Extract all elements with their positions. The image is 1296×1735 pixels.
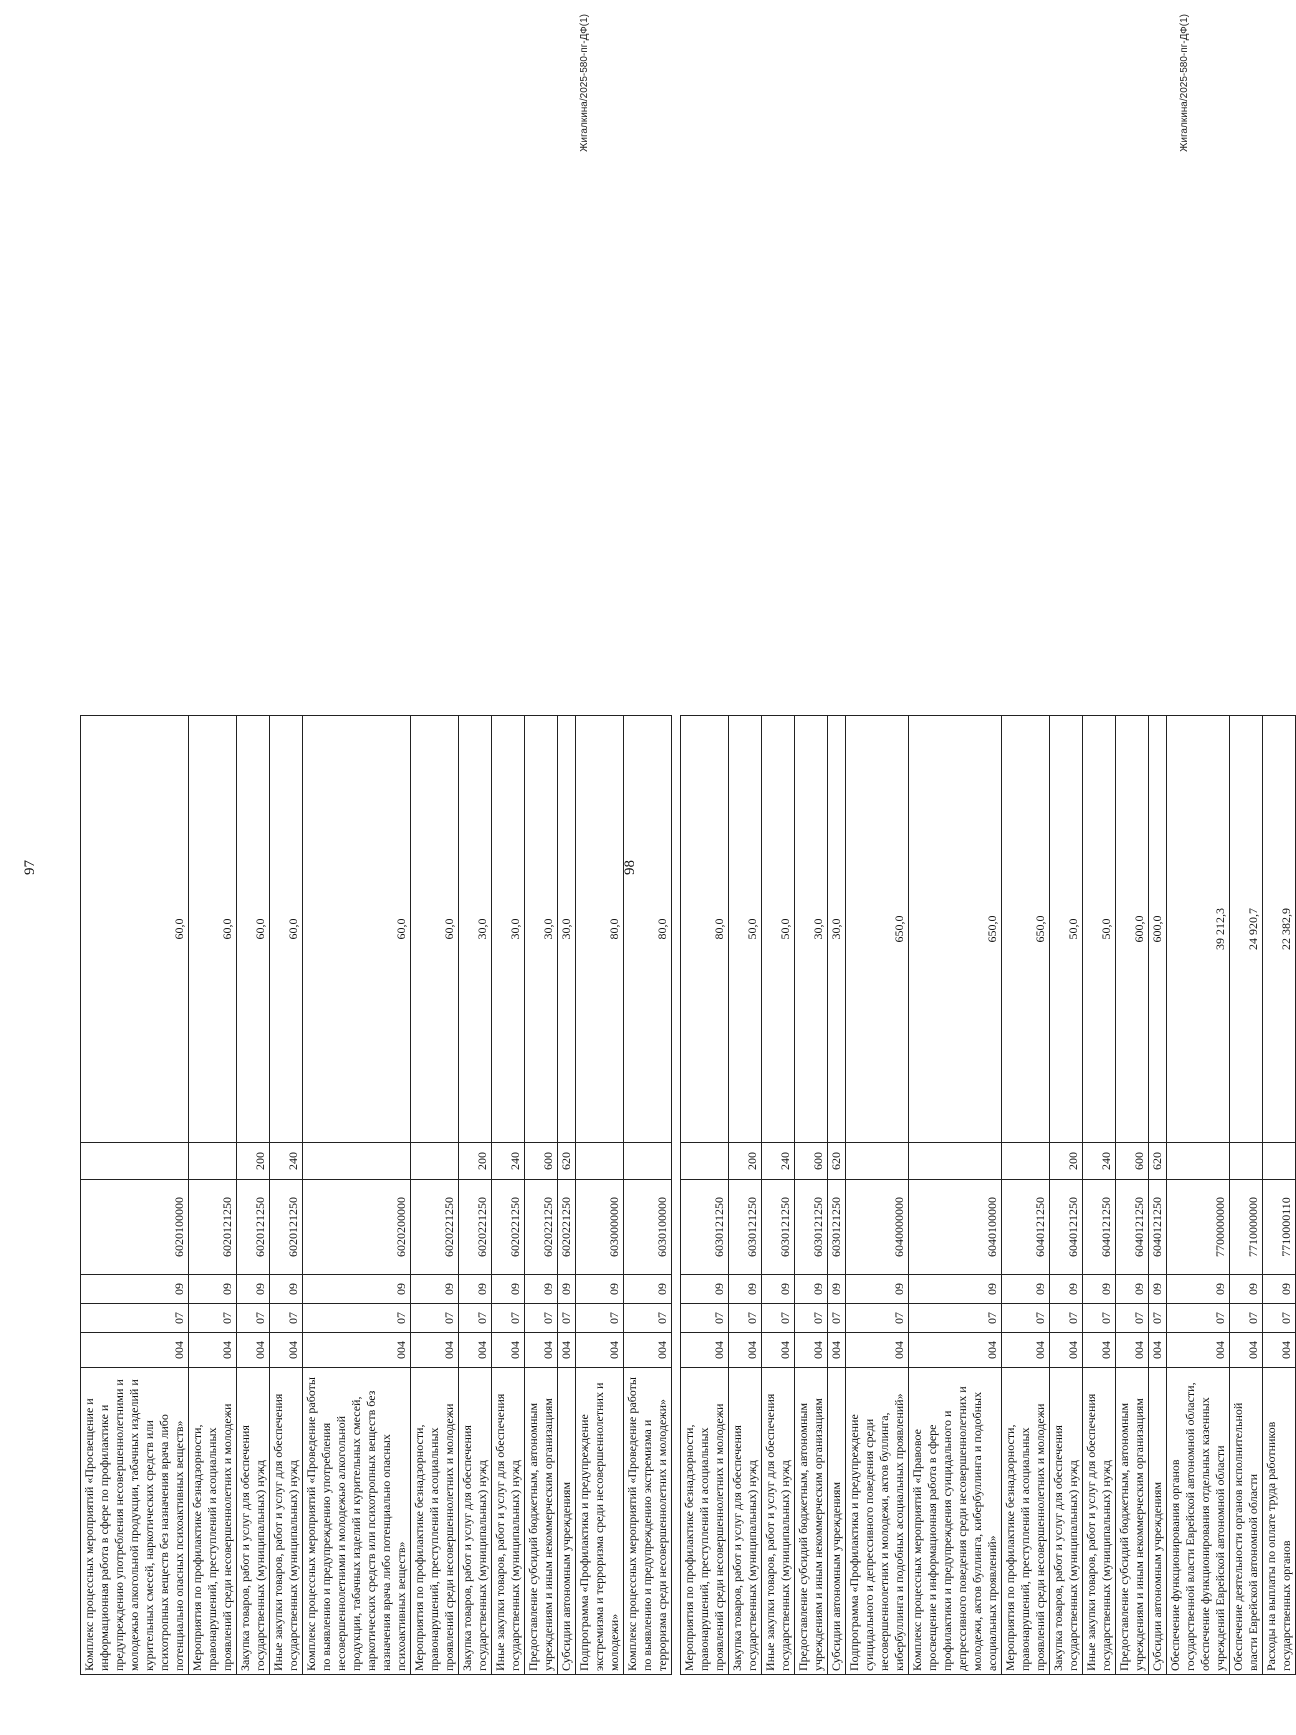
expense-type-cell bbox=[303, 1143, 411, 1180]
ministry-code-cell: 004 bbox=[459, 1333, 492, 1368]
target-article-cell: 6020200000 bbox=[303, 1180, 411, 1275]
amount-cell: 650,0 bbox=[909, 716, 1002, 1143]
amount-cell: 650,0 bbox=[1002, 716, 1050, 1143]
target-article-cell: 6030121250 bbox=[762, 1180, 795, 1275]
expense-type-cell: 620 bbox=[828, 1143, 846, 1180]
target-article-cell: 6020221250 bbox=[525, 1180, 558, 1275]
row-name-cell: Закупка товаров, работ и услуг для обеспечения государственных (муниципальных) нужд bbox=[1050, 1368, 1083, 1675]
table-row bbox=[270, 716, 303, 1675]
subsection-code-cell: 09 bbox=[1002, 1275, 1050, 1304]
table-row bbox=[1050, 716, 1083, 1675]
amount-cell: 50,0 bbox=[762, 716, 795, 1143]
section-code-cell: 07 bbox=[1083, 1304, 1116, 1333]
expense-type-cell bbox=[189, 1143, 237, 1180]
table-row bbox=[492, 716, 525, 1675]
subsection-code-cell: 09 bbox=[492, 1275, 525, 1304]
target-article-cell: 6020100000 bbox=[81, 1180, 189, 1275]
row-name-cell: Закупка товаров, работ и услуг для обеспечения государственных (муниципальных) нужд bbox=[459, 1368, 492, 1675]
section-code-cell: 07 bbox=[558, 1304, 576, 1333]
page-number: 98 bbox=[622, 860, 638, 875]
target-article-cell: 6020221250 bbox=[558, 1180, 576, 1275]
ministry-code-cell: 004 bbox=[846, 1333, 909, 1368]
expense-type-cell: 240 bbox=[492, 1143, 525, 1180]
target-article-cell: 6020221250 bbox=[459, 1180, 492, 1275]
section-code-cell: 07 bbox=[81, 1304, 189, 1333]
amount-cell: 30,0 bbox=[459, 716, 492, 1143]
subsection-code-cell: 09 bbox=[1167, 1275, 1230, 1304]
section-code-cell: 07 bbox=[411, 1304, 459, 1333]
table-row bbox=[846, 716, 909, 1675]
section-code-cell: 07 bbox=[1116, 1304, 1149, 1333]
section-code-cell: 07 bbox=[1167, 1304, 1230, 1333]
amount-cell: 80,0 bbox=[681, 716, 729, 1143]
amount-cell: 60,0 bbox=[81, 716, 189, 1143]
subsection-code-cell: 09 bbox=[525, 1275, 558, 1304]
target-article-cell: 6040100000 bbox=[909, 1180, 1002, 1275]
target-article-cell: 6020121250 bbox=[270, 1180, 303, 1275]
amount-cell: 60,0 bbox=[189, 716, 237, 1143]
ministry-code-cell: 004 bbox=[828, 1333, 846, 1368]
ministry-code-cell: 004 bbox=[492, 1333, 525, 1368]
expense-type-cell: 600 bbox=[525, 1143, 558, 1180]
table-row bbox=[459, 716, 492, 1675]
table-row bbox=[1230, 716, 1263, 1675]
section-code-cell: 07 bbox=[1149, 1304, 1167, 1333]
subsection-code-cell: 09 bbox=[681, 1275, 729, 1304]
row-name-cell: Иные закупки товаров, работ и услуг для обеспечения государственных (муниципальных) нужд bbox=[492, 1368, 525, 1675]
section-code-cell: 07 bbox=[846, 1304, 909, 1333]
table-row bbox=[525, 716, 558, 1675]
target-article-cell: 7700000000 bbox=[1167, 1180, 1230, 1275]
amount-cell: 60,0 bbox=[237, 716, 270, 1143]
row-name-cell: Мероприятия по профилактике безнадзорности, правонарушений, преступлений и асоциальных проявлений среди несовершеннолетних и молодежи bbox=[681, 1368, 729, 1675]
table-row bbox=[303, 716, 411, 1675]
expense-type-cell: 620 bbox=[558, 1143, 576, 1180]
ministry-code-cell: 004 bbox=[762, 1333, 795, 1368]
table-row bbox=[1116, 716, 1149, 1675]
subsection-code-cell: 09 bbox=[270, 1275, 303, 1304]
row-name-cell: Иные закупки товаров, работ и услуг для обеспечения государственных (муниципальных) нужд bbox=[270, 1368, 303, 1675]
amount-cell: 22 382,9 bbox=[1263, 716, 1296, 1143]
amount-cell: 600,0 bbox=[1149, 716, 1167, 1143]
row-name-cell: Подпрограмма «Профилактика и предупреждение суицидального и депрессивного поведения среди несовершеннолетних и молодежи, актов буллинга, кибербуллинга и подобных асоциальных проявлений» bbox=[846, 1368, 909, 1675]
expense-type-cell bbox=[846, 1143, 909, 1180]
table-row bbox=[1149, 716, 1167, 1675]
target-article-cell: 6040121250 bbox=[1149, 1180, 1167, 1275]
subsection-code-cell: 09 bbox=[237, 1275, 270, 1304]
subsection-code-cell: 09 bbox=[81, 1275, 189, 1304]
section-code-cell: 07 bbox=[795, 1304, 828, 1333]
section-code-cell: 07 bbox=[909, 1304, 1002, 1333]
amount-cell: 60,0 bbox=[411, 716, 459, 1143]
expense-type-cell bbox=[81, 1143, 189, 1180]
table-row bbox=[762, 716, 795, 1675]
target-article-cell: 6020121250 bbox=[237, 1180, 270, 1275]
row-name-cell: Мероприятия по профилактике безнадзорности, правонарушений, преступлений и асоциальных проявлений среди несовершеннолетних и молодежи bbox=[1002, 1368, 1050, 1675]
target-article-cell: 6030121250 bbox=[795, 1180, 828, 1275]
table-row bbox=[1083, 716, 1116, 1675]
row-name-cell: Субсидии автономным учреждениям bbox=[558, 1368, 576, 1675]
expense-type-cell bbox=[909, 1143, 1002, 1180]
section-code-cell: 07 bbox=[237, 1304, 270, 1333]
amount-cell: 60,0 bbox=[270, 716, 303, 1143]
section-code-cell: 07 bbox=[828, 1304, 846, 1333]
ministry-code-cell: 004 bbox=[795, 1333, 828, 1368]
document-page-98 bbox=[600, 0, 1293, 1735]
section-code-cell: 07 bbox=[1230, 1304, 1263, 1333]
ministry-code-cell: 004 bbox=[270, 1333, 303, 1368]
target-article-cell: 6040121250 bbox=[1116, 1180, 1149, 1275]
amount-cell: 60,0 bbox=[303, 716, 411, 1143]
table-row bbox=[1167, 716, 1230, 1675]
ministry-code-cell: 004 bbox=[624, 1333, 672, 1368]
subsection-code-cell: 09 bbox=[762, 1275, 795, 1304]
amount-cell: 50,0 bbox=[1050, 716, 1083, 1143]
subsection-code-cell: 09 bbox=[189, 1275, 237, 1304]
ministry-code-cell: 004 bbox=[189, 1333, 237, 1368]
amount-cell: 30,0 bbox=[795, 716, 828, 1143]
row-name-cell: Обеспечение функционирования органов государственной власти Еврейской автономной области, обеспечение функционирования отдельных казенных учреждений Еврейской автономной области bbox=[1167, 1368, 1230, 1675]
target-article-cell: 6020221250 bbox=[492, 1180, 525, 1275]
page-number: 97 bbox=[22, 860, 38, 875]
ministry-code-cell: 004 bbox=[81, 1333, 189, 1368]
target-article-cell: 6040121250 bbox=[1050, 1180, 1083, 1275]
page-footer: Жигалкина/2025-580-пг-ДФ(1) bbox=[1179, 14, 1190, 152]
row-name-cell: Предоставление субсидий бюджетным, автономным учреждениям и иным некоммерческим организациям bbox=[795, 1368, 828, 1675]
target-article-cell: 6020121250 bbox=[189, 1180, 237, 1275]
expense-type-cell: 200 bbox=[1050, 1143, 1083, 1180]
ministry-code-cell: 004 bbox=[1002, 1333, 1050, 1368]
expense-type-cell: 200 bbox=[459, 1143, 492, 1180]
section-code-cell: 07 bbox=[624, 1304, 672, 1333]
ministry-code-cell: 004 bbox=[729, 1333, 762, 1368]
expense-type-cell: 240 bbox=[762, 1143, 795, 1180]
subsection-code-cell: 09 bbox=[558, 1275, 576, 1304]
section-code-cell: 07 bbox=[525, 1304, 558, 1333]
subsection-code-cell: 09 bbox=[1116, 1275, 1149, 1304]
expense-type-cell bbox=[1167, 1143, 1230, 1180]
section-code-cell: 07 bbox=[492, 1304, 525, 1333]
amount-cell: 30,0 bbox=[828, 716, 846, 1143]
table-row bbox=[411, 716, 459, 1675]
ministry-code-cell: 004 bbox=[1230, 1333, 1263, 1368]
target-article-cell: 6030121250 bbox=[828, 1180, 846, 1275]
ministry-code-cell: 004 bbox=[303, 1333, 411, 1368]
ministry-code-cell: 004 bbox=[411, 1333, 459, 1368]
table-row bbox=[81, 716, 189, 1675]
budget-table bbox=[680, 715, 1296, 1675]
ministry-code-cell: 004 bbox=[909, 1333, 1002, 1368]
row-name-cell: Мероприятия по профилактике безнадзорности, правонарушений, преступлений и асоциальных проявлений среди несовершеннолетних и молодежи bbox=[189, 1368, 237, 1675]
section-code-cell: 07 bbox=[189, 1304, 237, 1333]
target-article-cell: 6030100000 bbox=[624, 1180, 672, 1275]
section-code-cell: 07 bbox=[576, 1304, 624, 1333]
ministry-code-cell: 004 bbox=[237, 1333, 270, 1368]
section-code-cell: 07 bbox=[762, 1304, 795, 1333]
subsection-code-cell: 09 bbox=[1230, 1275, 1263, 1304]
expense-type-cell: 620 bbox=[1149, 1143, 1167, 1180]
row-name-cell: Иные закупки товаров, работ и услуг для обеспечения государственных (муниципальных) нужд bbox=[1083, 1368, 1116, 1675]
row-name-cell: Комплекс процессных мероприятий «Правовое просвещение и информационная работа в сфере профилактики и предупреждения суицидального и депрессивного поведения среди несовершеннолетних и молодежи, актов буллинга, кибербуллинга и подобных асоциальных проявлений» bbox=[909, 1368, 1002, 1675]
row-name-cell: Расходы на выплаты по оплате труда работников государственных органов bbox=[1263, 1368, 1296, 1675]
subsection-code-cell: 09 bbox=[1083, 1275, 1116, 1304]
expense-type-cell bbox=[1230, 1143, 1263, 1180]
target-article-cell: 6040121250 bbox=[1002, 1180, 1050, 1275]
row-name-cell: Иные закупки товаров, работ и услуг для обеспечения государственных (муниципальных) нужд bbox=[762, 1368, 795, 1675]
target-article-cell: 7710000000 bbox=[1230, 1180, 1263, 1275]
table-row bbox=[795, 716, 828, 1675]
section-code-cell: 07 bbox=[681, 1304, 729, 1333]
subsection-code-cell: 09 bbox=[576, 1275, 624, 1304]
amount-cell: 30,0 bbox=[492, 716, 525, 1143]
row-name-cell: Комплекс процессных мероприятий «Проведение работы по выявлению и предупреждению употребления несовершеннолетними и молодежью алкогольной продукции, табачных изделий и курительных смесей, наркотических средств или психотропных веществ без назначения врача либо потенциально опасных психоактивных веществ» bbox=[303, 1368, 411, 1675]
amount-cell: 50,0 bbox=[729, 716, 762, 1143]
amount-cell: 30,0 bbox=[525, 716, 558, 1143]
row-name-cell: Мероприятия по профилактике безнадзорности, правонарушений, преступлений и асоциальных проявлений среди несовершеннолетних и молодежи bbox=[411, 1368, 459, 1675]
table-row bbox=[237, 716, 270, 1675]
subsection-code-cell: 09 bbox=[1149, 1275, 1167, 1304]
ministry-code-cell: 004 bbox=[525, 1333, 558, 1368]
section-code-cell: 07 bbox=[303, 1304, 411, 1333]
target-article-cell: 6030121250 bbox=[729, 1180, 762, 1275]
ministry-code-cell: 004 bbox=[1083, 1333, 1116, 1368]
section-code-cell: 07 bbox=[729, 1304, 762, 1333]
expense-type-cell bbox=[1002, 1143, 1050, 1180]
page-footer: Жигалкина/2025-580-пг-ДФ(1) bbox=[579, 14, 590, 152]
subsection-code-cell: 09 bbox=[846, 1275, 909, 1304]
section-code-cell: 07 bbox=[270, 1304, 303, 1333]
table-row bbox=[909, 716, 1002, 1675]
subsection-code-cell: 09 bbox=[624, 1275, 672, 1304]
table-row bbox=[1263, 716, 1296, 1675]
row-name-cell: Предоставление субсидий бюджетным, автономным учреждениям и иным некоммерческим организациям bbox=[1116, 1368, 1149, 1675]
target-article-cell: 6030000000 bbox=[576, 1180, 624, 1275]
table-row bbox=[558, 716, 576, 1675]
expense-type-cell bbox=[681, 1143, 729, 1180]
amount-cell: 80,0 bbox=[624, 716, 672, 1143]
subsection-code-cell: 09 bbox=[411, 1275, 459, 1304]
section-code-cell: 07 bbox=[1263, 1304, 1296, 1333]
row-name-cell: Обеспечение деятельности органов исполнительной власти Еврейской автономной области bbox=[1230, 1368, 1263, 1675]
ministry-code-cell: 004 bbox=[1263, 1333, 1296, 1368]
subsection-code-cell: 09 bbox=[303, 1275, 411, 1304]
target-article-cell: 6040121250 bbox=[1083, 1180, 1116, 1275]
ministry-code-cell: 004 bbox=[1167, 1333, 1230, 1368]
target-article-cell: 6030121250 bbox=[681, 1180, 729, 1275]
amount-cell: 39 212,3 bbox=[1167, 716, 1230, 1143]
target-article-cell: 7710000110 bbox=[1263, 1180, 1296, 1275]
ministry-code-cell: 004 bbox=[576, 1333, 624, 1368]
ministry-code-cell: 004 bbox=[1116, 1333, 1149, 1368]
table-body bbox=[681, 716, 1296, 1675]
subsection-code-cell: 09 bbox=[1263, 1275, 1296, 1304]
subsection-code-cell: 09 bbox=[795, 1275, 828, 1304]
row-name-cell: Субсидии автономным учреждениям bbox=[1149, 1368, 1167, 1675]
row-name-cell: Комплекс процессных мероприятий «Проведение работы по выявлению и предупреждению экстремизма и терроризма среди несовершеннолетних и молодежи» bbox=[624, 1368, 672, 1675]
row-name-cell: Подпрограмма «Профилактика и предупреждение экстремизма и терроризма среди несовершеннолетних и молодежи» bbox=[576, 1368, 624, 1675]
row-name-cell: Субсидии автономным учреждениям bbox=[828, 1368, 846, 1675]
expense-type-cell: 200 bbox=[237, 1143, 270, 1180]
amount-cell: 600,0 bbox=[1116, 716, 1149, 1143]
table-row bbox=[189, 716, 237, 1675]
row-name-cell: Закупка товаров, работ и услуг для обеспечения государственных (муниципальных) нужд bbox=[729, 1368, 762, 1675]
amount-cell: 24 920,7 bbox=[1230, 716, 1263, 1143]
section-code-cell: 07 bbox=[1002, 1304, 1050, 1333]
table-body bbox=[81, 716, 672, 1675]
expense-type-cell: 600 bbox=[795, 1143, 828, 1180]
expense-type-cell: 600 bbox=[1116, 1143, 1149, 1180]
expense-type-cell bbox=[1263, 1143, 1296, 1180]
ministry-code-cell: 004 bbox=[1050, 1333, 1083, 1368]
expense-type-cell: 200 bbox=[729, 1143, 762, 1180]
ministry-code-cell: 004 bbox=[558, 1333, 576, 1368]
section-code-cell: 07 bbox=[459, 1304, 492, 1333]
budget-table bbox=[80, 715, 672, 1675]
table-row bbox=[1002, 716, 1050, 1675]
ministry-code-cell: 004 bbox=[1149, 1333, 1167, 1368]
subsection-code-cell: 09 bbox=[1050, 1275, 1083, 1304]
subsection-code-cell: 09 bbox=[459, 1275, 492, 1304]
subsection-code-cell: 09 bbox=[909, 1275, 1002, 1304]
table-row bbox=[729, 716, 762, 1675]
target-article-cell: 6020221250 bbox=[411, 1180, 459, 1275]
row-name-cell: Предоставление субсидий бюджетным, автономным учреждениям и иным некоммерческим организациям bbox=[525, 1368, 558, 1675]
section-code-cell: 07 bbox=[1050, 1304, 1083, 1333]
amount-cell: 650,0 bbox=[846, 716, 909, 1143]
expense-type-cell: 240 bbox=[1083, 1143, 1116, 1180]
target-article-cell: 6040000000 bbox=[846, 1180, 909, 1275]
amount-cell: 30,0 bbox=[558, 716, 576, 1143]
row-name-cell: Комплекс процессных мероприятий «Просвещение и информационная работа в сфере по профилактике и предупреждению употребления несовершеннолетними и молодежью алкогольной продукции, табачных изделий и курительных смесей, наркотических средств или психотропных веществ без назначения врача либо потенциально опасных психоактивных веществ» bbox=[81, 1368, 189, 1675]
amount-cell: 80,0 bbox=[576, 716, 624, 1143]
row-name-cell: Закупка товаров, работ и услуг для обеспечения государственных (муниципальных) нужд bbox=[237, 1368, 270, 1675]
expense-type-cell bbox=[411, 1143, 459, 1180]
amount-cell: 50,0 bbox=[1083, 716, 1116, 1143]
table-row bbox=[828, 716, 846, 1675]
ministry-code-cell: 004 bbox=[681, 1333, 729, 1368]
table-row bbox=[681, 716, 729, 1675]
expense-type-cell: 240 bbox=[270, 1143, 303, 1180]
subsection-code-cell: 09 bbox=[729, 1275, 762, 1304]
subsection-code-cell: 09 bbox=[828, 1275, 846, 1304]
